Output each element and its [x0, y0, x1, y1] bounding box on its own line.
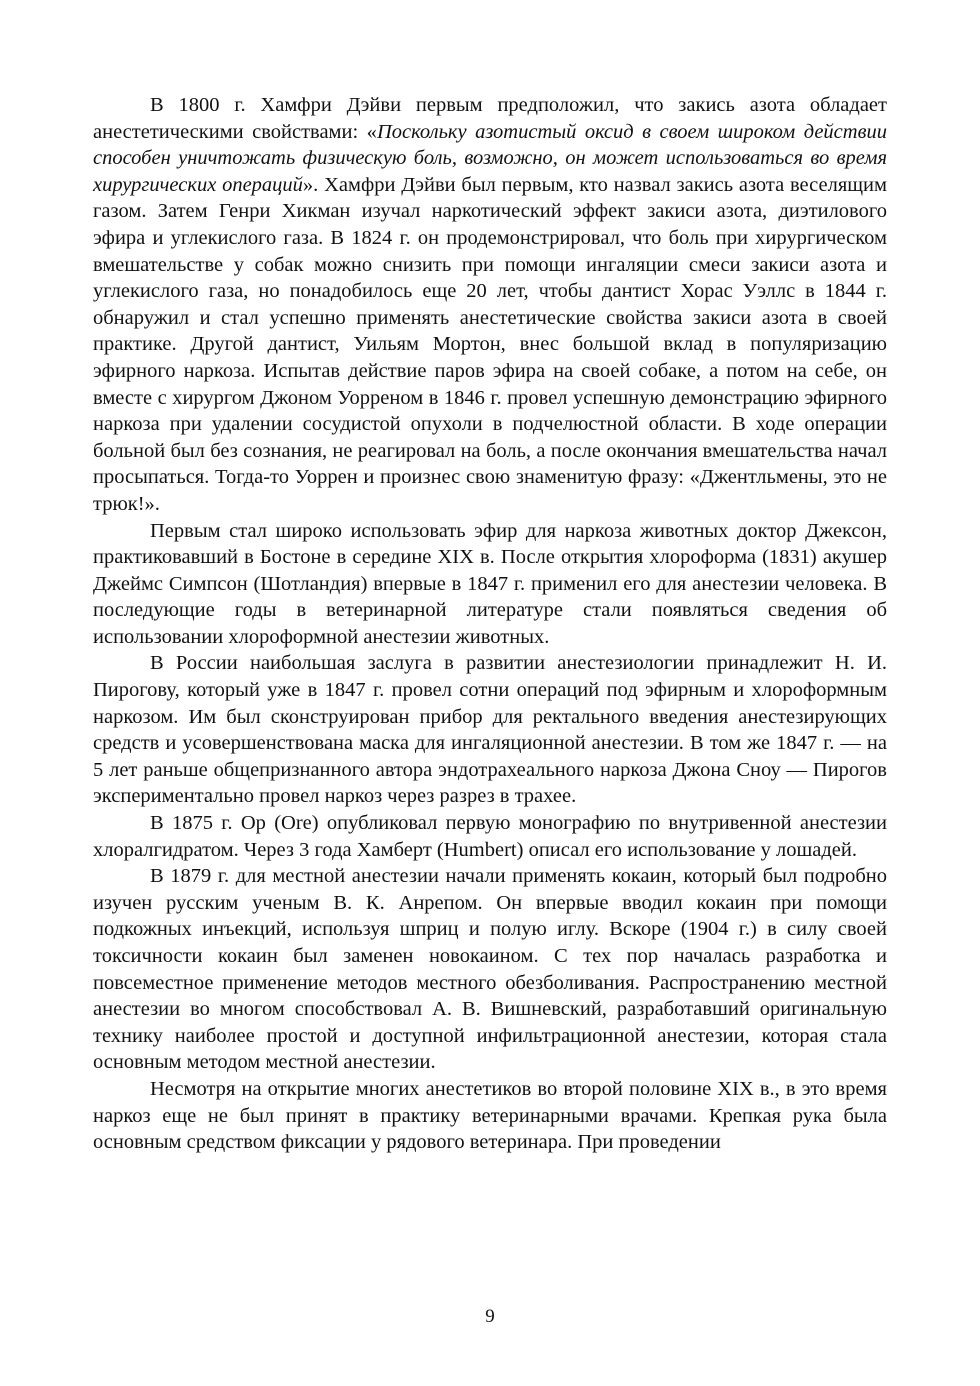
- paragraph-davy: [93, 92, 887, 518]
- paragraph-cocaine: В 1879 г. для местной анестезии начали применять кокаин, который был подробно изучен русским ученым В. К. Анрепом. Он впервые вводил кокаин при помощи подкожных инъекций, используя шприц и полую иглу. Вскоре (1904 г.) в силу своей токсичности кокаин был заменен новокаином. С тех пор началась разработка и повсеместное применение методов местного обезболивания. Распространению местной анестезии во многом способствовал А. В. Вишневский, разработавший оригинальную технику наиболее простой и доступной инфильтрационной анестезии, которая стала основным методом местной анестезии.: [93, 865, 887, 1074]
- page-body: [93, 92, 887, 1156]
- page-number: 9: [485, 1306, 495, 1327]
- paragraph-jackson: Первым стал широко использовать эфир для наркоза животных доктор Джексон, практиковавший в Бостоне в середине XIX в. После открытия хлороформа (1831) акушер Джеймс Симпсон (Шотландия) впервые в 1847 г. применил его для анестезии человека. В последующие годы в ветеринарной литературе стали появляться сведения об использовании хлороформной анестезии животных.: [93, 519, 887, 648]
- paragraph-pirogov: В России наибольшая заслуга в развитии анестезиологии принадлежит Н. И. Пирогову, который уже в 1847 г. провел сотни операций под эфирным и хлороформным наркозом. Им был сконструирован прибор для ректального введения анестезирующих средств и усовершенствована маска для ингаляционной анестезии. В том же 1847 г. — на 5 лет раньше общепризнанного автора эндотрахеального наркоза Джона Сноу — Пирогов экспериментально провел наркоз через разрез в трахее.: [93, 652, 887, 808]
- paragraph-ore: В 1875 г. Ор (Ore) опубликовал первую монографию по внутривенной анестезии хлоралгидратом. Через 3 года Хамберт (Humbert) описал его использование у лошадей.: [93, 812, 887, 861]
- paragraph-davy-intro: В 1800 г. Хамфри Дэйви первым предположил, что закись азота обладает анестетическими свойствами: «: [93, 94, 887, 143]
- paragraph-davy-rest: ». Хамфри Дэйви был первым, кто назвал закись азота веселящим газом. Затем Генри Хикман изучал наркотический эффект закиси азота, диэтилового эфира и углекислого газа. В 1824 г. он продемонстрировал, что боль при хирургическом вмешательстве у собак можно снизить при помощи ингаляции смеси закиси азота и углекислого газа, но понадобилось еще 20 лет, чтобы дантист Хорас Уэллс в 1844 г. обнаружил и стал успешно применять анестетические свойства закиси азота в своей практике. Другой дантист, Уильям Мортон, внес большой вклад в популяризацию эфирного наркоза. Испытав действие паров эфира на своей собаке, а потом на себе, он вместе с хирургом Джоном Уорреном в 1846 г. провел успешную демонстрацию эфирного наркоза при удалении сосудистой опухоли в подчелюстной области. В ходе операции больной был без сознания, не реагировал на боль, а после окончания вмешательства начал просыпаться. Тогда-то Уоррен и произнес свою знаменитую фразу: «Джентльмены, это не трюк!».: [93, 173, 887, 515]
- davy-quote: Поскольку азотистый оксид в своем широком действии способен уничтожать физическую боль, возможно, он может использоваться во время хирургических операций: [93, 120, 887, 196]
- paragraph-late-xix: Несмотря на открытие многих анестетиков во второй половине XIX в., в это время наркоз еще не был принят в практику ветеринарными врачами. Крепкая рука была основным средством фиксации у рядового ветеринара. При проведении: [93, 1077, 887, 1154]
